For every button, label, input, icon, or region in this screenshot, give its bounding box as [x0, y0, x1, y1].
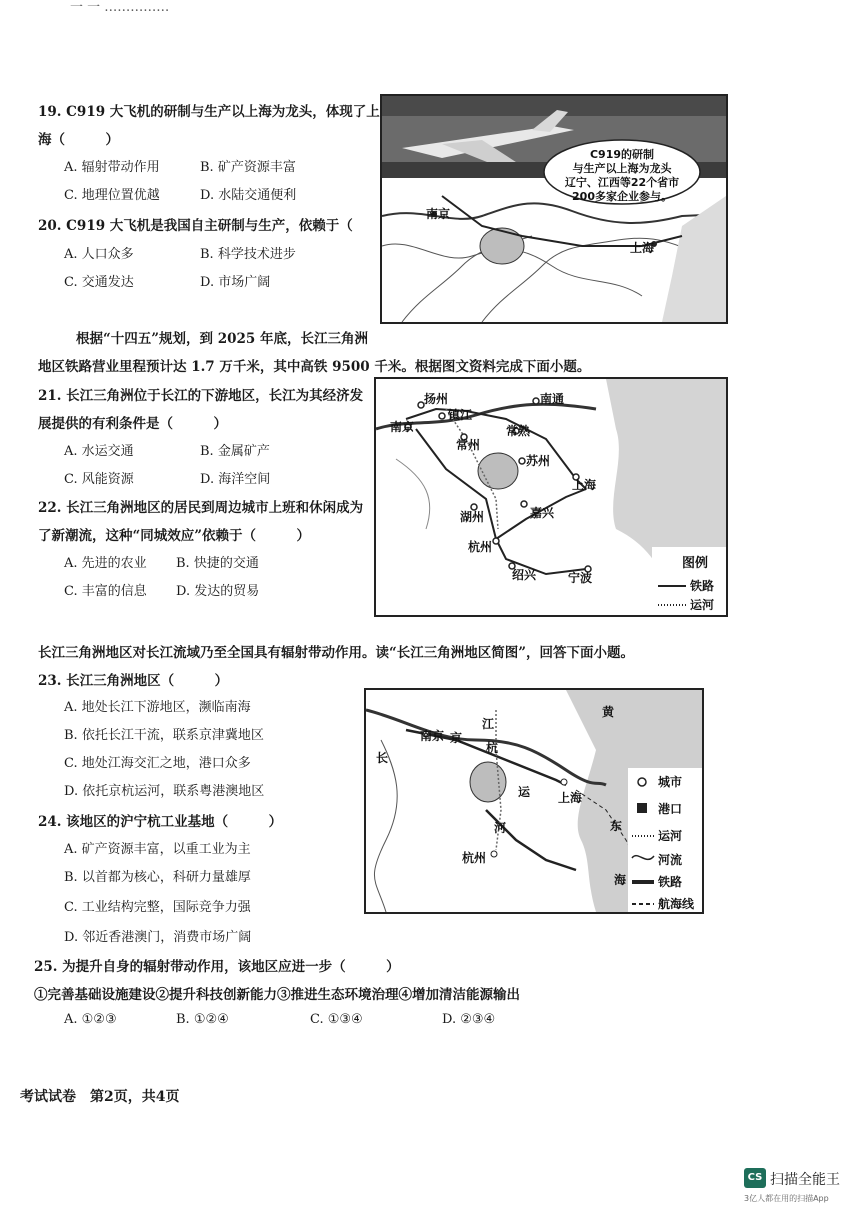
map3-label-jing: 京 — [450, 731, 463, 745]
map3-label-hang: 杭 — [486, 741, 499, 755]
q19-stem-cont: 海（ ） — [38, 132, 119, 148]
map-c919 — [380, 94, 728, 324]
map3-legend-city: 城市 — [658, 775, 683, 789]
map2-city-ningbo: 宁波 — [568, 571, 593, 585]
q19-option-c[interactable]: C. 地理位置优越 — [64, 188, 160, 203]
q20-option-b[interactable]: B. 科学技术进步 — [200, 247, 296, 262]
map2-city-zhenjiang: 镇江 — [448, 408, 473, 422]
map3-label-jiang: 江 — [482, 717, 495, 731]
q20-option-a[interactable]: A. 人口众多 — [64, 247, 134, 262]
map3-label-chang: 长 — [376, 751, 389, 765]
map3-label-nanjing: 南京 — [420, 729, 445, 743]
q25-option-c[interactable]: C. ①③④ — [310, 1012, 363, 1027]
map3-label-he: 河 — [494, 821, 507, 835]
q24-option-a[interactable]: A. 矿产资源丰富，以重工业为主 — [64, 842, 251, 857]
map3-legend-river: 河流 — [658, 853, 683, 867]
q23-option-c[interactable]: C. 地处江海交汇之地，港口众多 — [64, 756, 251, 771]
top-fragment-text: 一 一 …………… — [70, 0, 170, 15]
map2-city-shanghai: 上海 — [572, 478, 597, 492]
map3-label-hai: 海 — [614, 873, 627, 887]
camscanner-logo-icon: CS — [744, 1168, 766, 1188]
intro3-text: 长江三角洲地区对长江流域乃至全国具有辐射带动作用。读“长江三角洲地区简图”，回答下面小题。 — [38, 645, 635, 661]
q22-option-b[interactable]: B. 快捷的交通 — [176, 556, 259, 571]
map1-bubble-line4: 200多家企业参与。 — [572, 190, 672, 203]
map2-legend — [652, 547, 726, 615]
map2-city-huzhou: 湖州 — [460, 510, 485, 524]
q19-option-b[interactable]: B. 矿产资源丰富 — [200, 160, 296, 175]
q25-option-d[interactable]: D. ②③④ — [442, 1012, 496, 1027]
q21-stem-cont: 展提供的有利条件是（ ） — [38, 416, 227, 432]
q20-option-c[interactable]: C. 交通发达 — [64, 275, 134, 290]
map2-legend-rail: 铁路 — [690, 579, 715, 593]
q21-stem: 21. 长江三角洲位于长江的下游地区，长江为其经济发 — [38, 388, 364, 404]
map2-city-jiaxing: 嘉兴 — [530, 506, 555, 520]
watermark-title: 扫描全能王 — [770, 1172, 840, 1188]
map3-label-dong: 东 — [610, 819, 623, 833]
map1-bubble-line1: C919的研制 — [589, 148, 655, 161]
q21-option-b[interactable]: B. 金属矿产 — [200, 444, 270, 459]
q22-option-d[interactable]: D. 发达的贸易 — [176, 584, 260, 599]
q24-option-c[interactable]: C. 工业结构完整，国际竞争力强 — [64, 900, 251, 915]
city-symbol-icon — [638, 778, 646, 786]
q23-stem: 23. 长江三角洲地区（ ） — [38, 673, 229, 689]
port-symbol-icon — [637, 803, 647, 813]
map3-legend-port: 港口 — [658, 802, 683, 816]
map1-callout-bubble — [544, 140, 700, 204]
q21-option-a[interactable]: A. 水运交通 — [64, 444, 134, 459]
q21-option-c[interactable]: C. 风能资源 — [64, 472, 134, 487]
q25-statements: ①完善基础设施建设②提升科技创新能力③推进生态环境治理④增加清洁能源输出 — [34, 987, 520, 1003]
map2-city-shaoxing: 绍兴 — [512, 568, 537, 582]
q19-option-a[interactable]: A. 辐射带动作用 — [64, 160, 160, 175]
intro2-line1: 根据“十四五”规划，到 2025 年底，长江三角洲 — [76, 331, 369, 347]
q24-option-d[interactable]: D. 邻近香港澳门，消费市场广阔 — [64, 930, 252, 945]
map3-legend-rail: 铁路 — [658, 875, 683, 889]
map2-legend-title: 图例 — [682, 556, 709, 571]
watermark-subtitle: 3亿人都在用的扫描App — [744, 1194, 829, 1203]
q25-option-a[interactable]: A. ①②③ — [64, 1012, 117, 1027]
q23-option-a[interactable]: A. 地处长江下游地区，濒临南海 — [64, 700, 251, 715]
q20-option-d[interactable]: D. 市场广阔 — [200, 275, 271, 290]
q25-stem: 25. 为提升自身的辐射带动作用，该地区应进一步（ ） — [34, 959, 400, 975]
q19-stem: 19. C919 大飞机的研制与生产以上海为龙头，体现了上 — [38, 104, 380, 120]
map3-label-yun: 运 — [518, 785, 531, 799]
map-yangtze-delta — [364, 688, 704, 914]
map2-legend-canal: 运河 — [690, 598, 715, 612]
map3-legend-canal: 运河 — [658, 829, 683, 843]
map2-city-yangzhou: 扬州 — [424, 392, 449, 406]
q22-option-a[interactable]: A. 先进的农业 — [64, 556, 147, 571]
map2-city-changshu: 常熟 — [506, 424, 531, 438]
q22-stem: 22. 长江三角洲地区的居民到周边城市上班和休闲成为 — [38, 500, 364, 516]
map3-label-hangzhou: 杭州 — [462, 851, 487, 865]
map2-city-suzhou: 苏州 — [526, 454, 551, 468]
map3-legend-sea-route: 航海线 — [658, 897, 695, 911]
q21-option-d[interactable]: D. 海洋空间 — [200, 472, 271, 487]
q23-option-d[interactable]: D. 依托京杭运河，联系粤港澳地区 — [64, 784, 265, 799]
map3-label-huang: 黄 — [602, 705, 615, 719]
map3-label-shanghai: 上海 — [558, 791, 583, 805]
page-footer: 考试试卷 第2页，共4页 — [20, 1089, 180, 1105]
q25-option-b[interactable]: B. ①②④ — [176, 1012, 229, 1027]
intro2-line2: 地区铁路营业里程预计达 1.7 万千米，其中高铁 9500 千米。根据图文资料完成下面小题。 — [38, 359, 591, 375]
q20-stem: 20. C919 大飞机是我国自主研制与生产，依赖于（ — [38, 218, 353, 234]
q22-stem-cont: 了新潮流，这种“同城效应”依赖于（ ） — [38, 528, 311, 544]
map1-city-shanghai: 上海 — [630, 241, 655, 255]
map2-city-hangzhou: 杭州 — [468, 540, 493, 554]
q24-stem: 24. 该地区的沪宁杭工业基地（ ） — [38, 814, 283, 830]
map2-city-nantong: 南通 — [540, 392, 565, 406]
q22-option-c[interactable]: C. 丰富的信息 — [64, 584, 147, 599]
map3-legend — [628, 768, 702, 912]
map2-city-nanjing: 南京 — [390, 420, 415, 434]
map2-city-changzhou: 常州 — [456, 438, 481, 452]
q19-option-d[interactable]: D. 水陆交通便利 — [200, 188, 297, 203]
q23-option-b[interactable]: B. 依托长江干流，联系京津冀地区 — [64, 728, 264, 743]
map1-bubble-line2: 与生产以上海为龙头 — [572, 162, 672, 175]
q24-option-b[interactable]: B. 以首都为核心，科研力量雄厚 — [64, 870, 251, 885]
map-yangtze-railway — [374, 377, 728, 617]
map1-city-nanjing: 南京 — [426, 207, 451, 221]
map1-bubble-line3: 辽宁、江西等22个省市 — [564, 176, 680, 189]
